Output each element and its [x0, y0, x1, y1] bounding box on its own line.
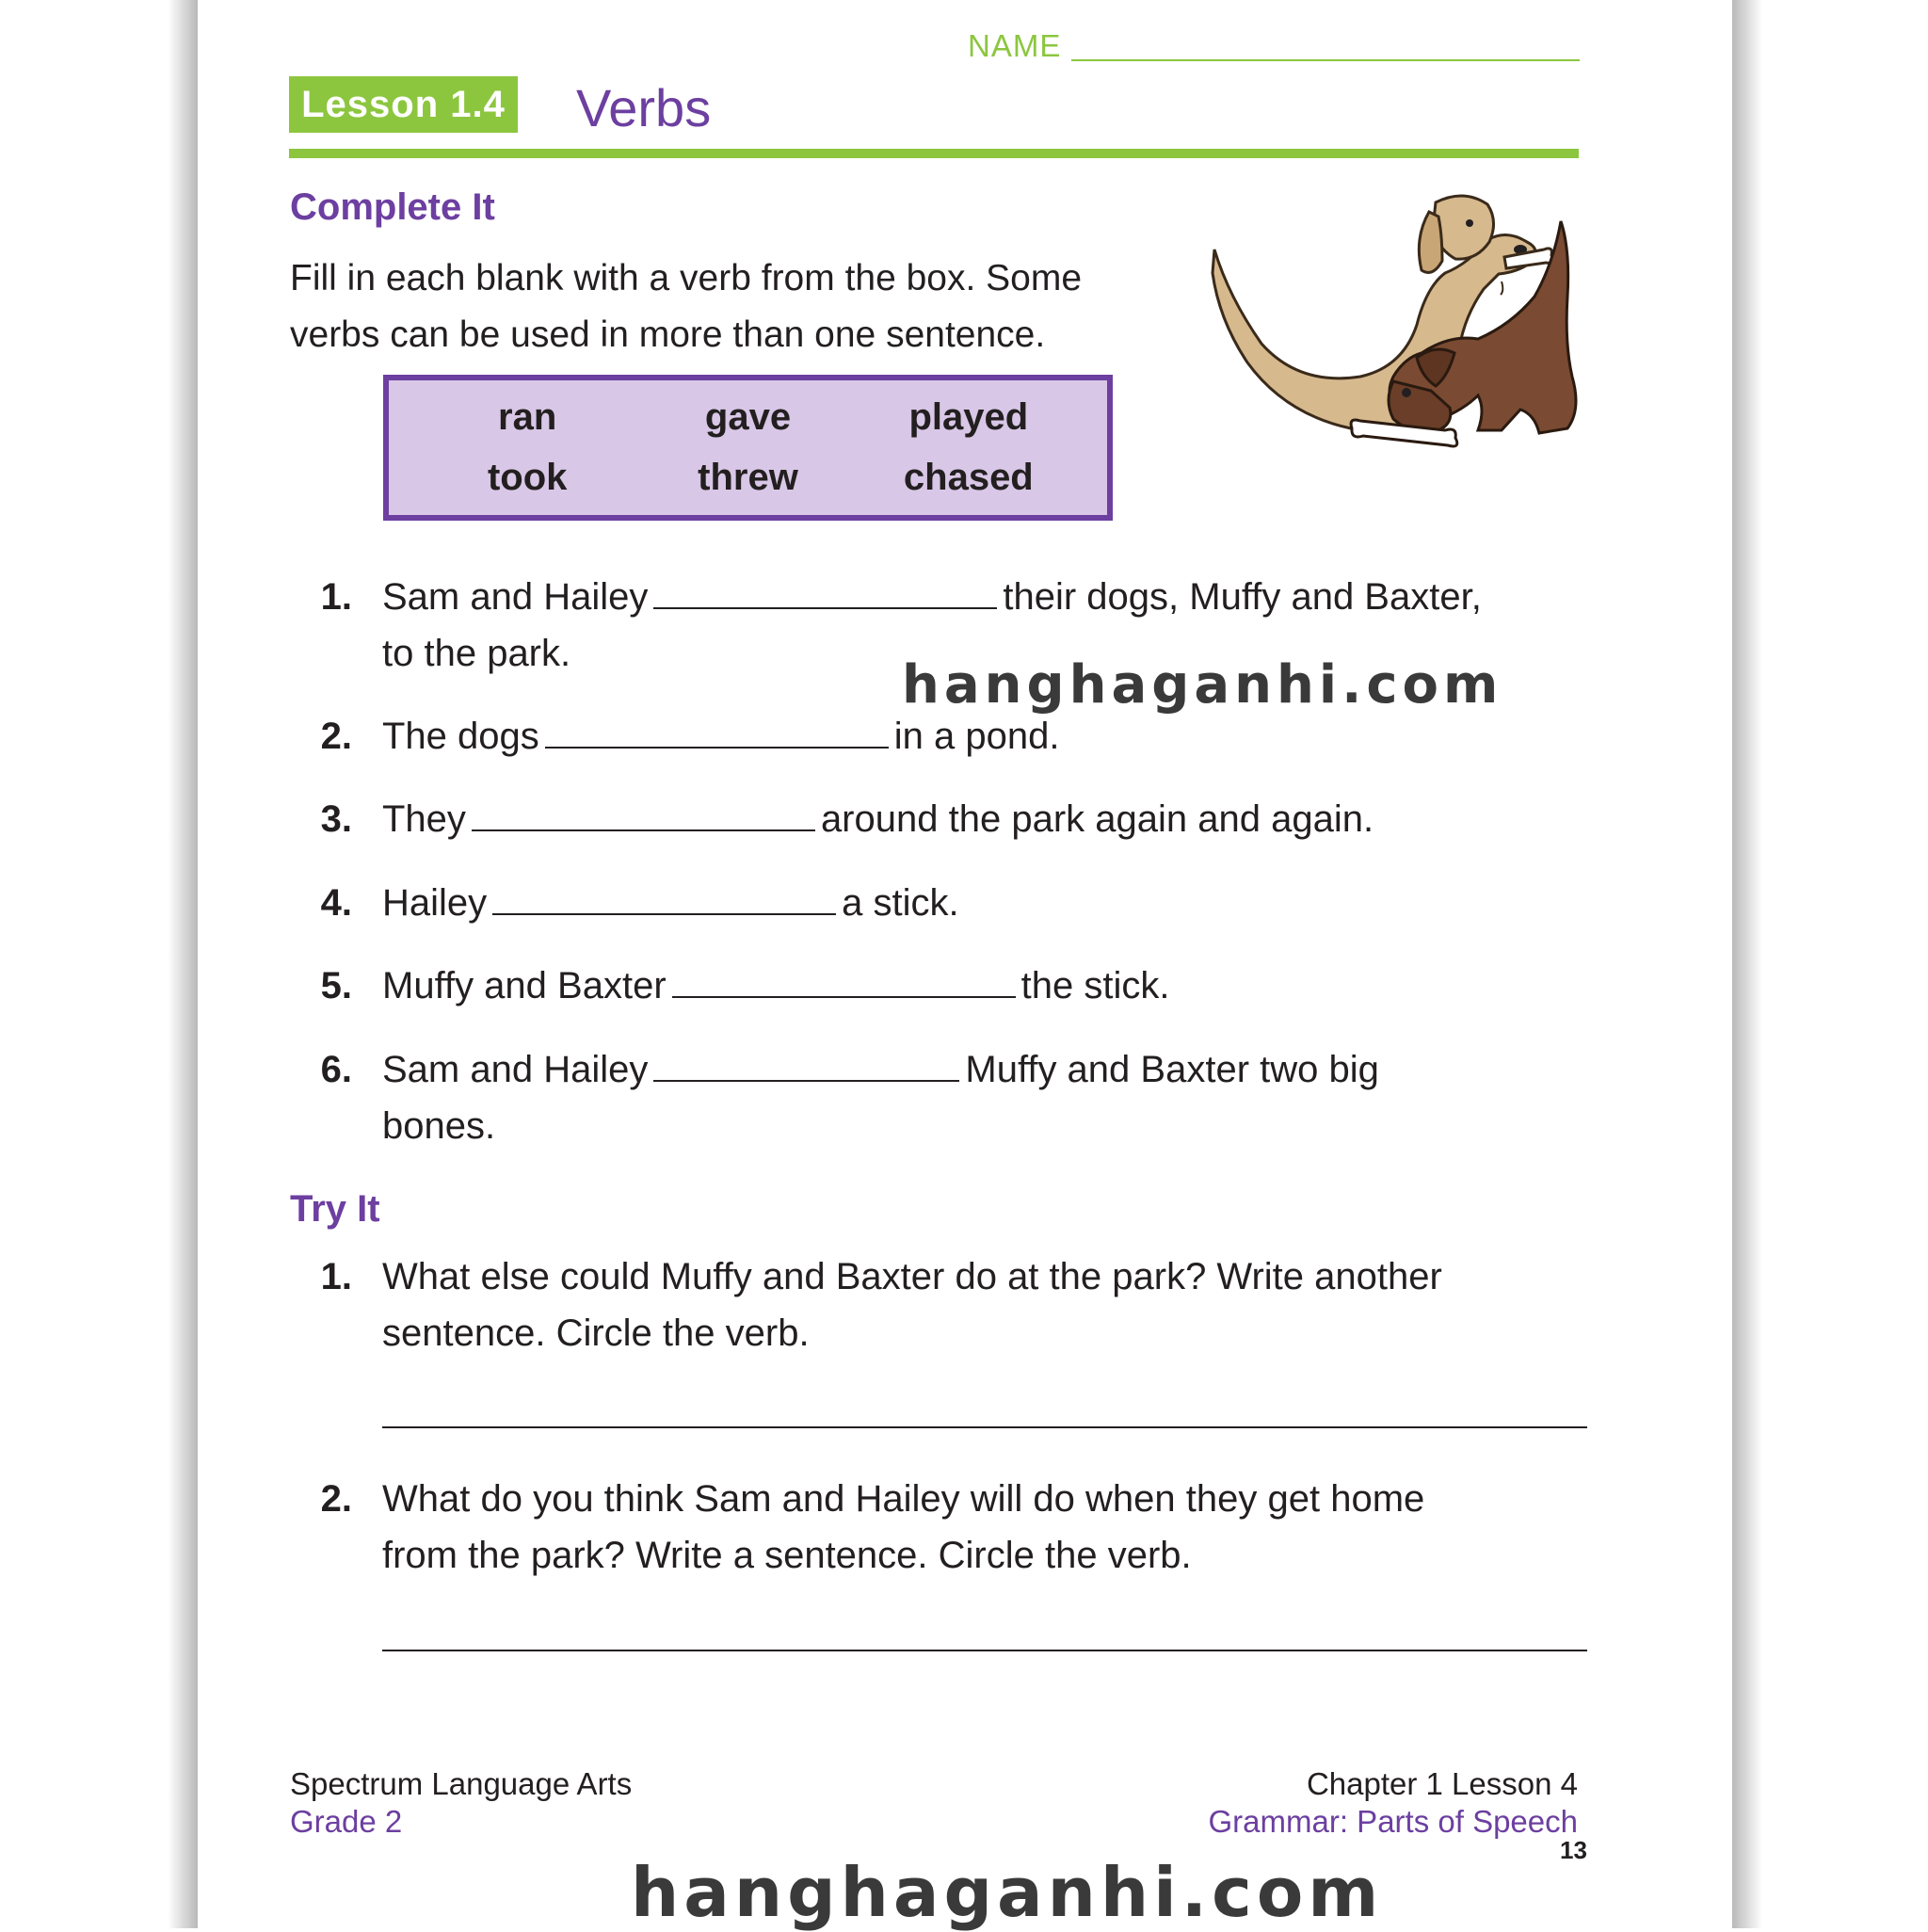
footer-left	[290, 1765, 632, 1841]
item-text-after: in a pond.	[893, 716, 1060, 757]
try-it-heading: Try It	[290, 1188, 380, 1230]
item-number: 3.	[320, 798, 352, 840]
footer-right	[1209, 1765, 1578, 1841]
item-text-after: a stick.	[842, 882, 959, 924]
word-box	[383, 375, 1113, 521]
question-line-2: sentence. Circle the verb.	[382, 1312, 810, 1354]
answer-blank[interactable]	[653, 604, 997, 609]
question-line-2: from the park? Write a sentence. Circle the verb.	[382, 1535, 1192, 1576]
lesson-badge: Lesson 1.4	[289, 76, 518, 133]
watermark-text: hanghaganhi.com	[902, 654, 1503, 716]
item-number: 2.	[320, 716, 352, 757]
item-text-before: Sam and Hailey	[382, 576, 649, 618]
word-box-word: gave	[704, 396, 792, 439]
item-number: 1.	[320, 576, 352, 618]
item-text-continued: to the park.	[382, 633, 571, 674]
item-number: 2.	[320, 1478, 352, 1520]
lesson-title: Verbs	[576, 78, 712, 137]
page-shadow-right	[1732, 0, 1762, 1928]
question-line-1: What do you think Sam and Hailey will do when they get home	[382, 1478, 1425, 1520]
instructions-line-2: verbs can be used in more than one sentence.	[290, 314, 1046, 355]
answer-blank[interactable]	[545, 743, 889, 749]
page-shadow-left	[168, 0, 198, 1928]
word-box-word: took	[487, 456, 568, 498]
name-label: NAME	[968, 28, 1062, 63]
instructions	[290, 250, 1231, 363]
item-number: 1.	[320, 1256, 352, 1297]
topic-label: Grammar: Parts of Speech	[1208, 1804, 1578, 1839]
left-margin	[0, 0, 168, 1928]
answer-blank[interactable]	[472, 826, 815, 831]
word-box-word: ran	[498, 396, 557, 439]
watermark-text-bottom: hanghaganhi.com	[631, 1853, 1384, 1932]
answer-writing-line[interactable]	[382, 1426, 1587, 1428]
item-number: 5.	[320, 965, 352, 1006]
item-text-after: Muffy and Baxter two big	[965, 1049, 1379, 1090]
item-text-before: The dogs	[382, 716, 539, 757]
word-box-word: threw	[698, 456, 798, 498]
title-rule	[289, 149, 1579, 158]
item-text-before: Sam and Hailey	[382, 1049, 649, 1090]
item-text-after: the stick.	[1020, 965, 1170, 1006]
name-field-line	[1071, 59, 1580, 61]
right-margin	[1762, 0, 1928, 1928]
item-text-before: They	[382, 798, 466, 840]
item-number: 6.	[320, 1049, 352, 1090]
word-box-word: played	[908, 396, 1029, 439]
item-number: 4.	[320, 882, 352, 924]
answer-blank[interactable]	[492, 910, 836, 915]
dogs-illustration	[1196, 184, 1591, 494]
grade-label: Grade 2	[290, 1804, 403, 1839]
answer-blank[interactable]	[672, 992, 1016, 998]
word-box-word: chased	[903, 456, 1034, 498]
answer-blank[interactable]	[653, 1076, 959, 1082]
instructions-line-1: Fill in each blank with a verb from the box. Some	[290, 258, 1083, 298]
item-text-before: Muffy and Baxter	[382, 965, 667, 1006]
question-line-1: What else could Muffy and Baxter do at the park? Write another	[382, 1256, 1442, 1297]
item-text-after: their dogs, Muffy and Baxter,	[1003, 576, 1482, 618]
item-text-continued: bones.	[382, 1105, 496, 1147]
item-text-before: Hailey	[382, 882, 488, 924]
page-number: 13	[1560, 1836, 1587, 1864]
answer-writing-line[interactable]	[382, 1650, 1587, 1651]
book-title: Spectrum Language Arts	[290, 1766, 633, 1801]
item-text-after: around the park again and again.	[820, 798, 1374, 840]
chapter-lesson-label: Chapter 1 Lesson 4	[1306, 1766, 1578, 1801]
complete-it-heading: Complete It	[290, 186, 495, 228]
